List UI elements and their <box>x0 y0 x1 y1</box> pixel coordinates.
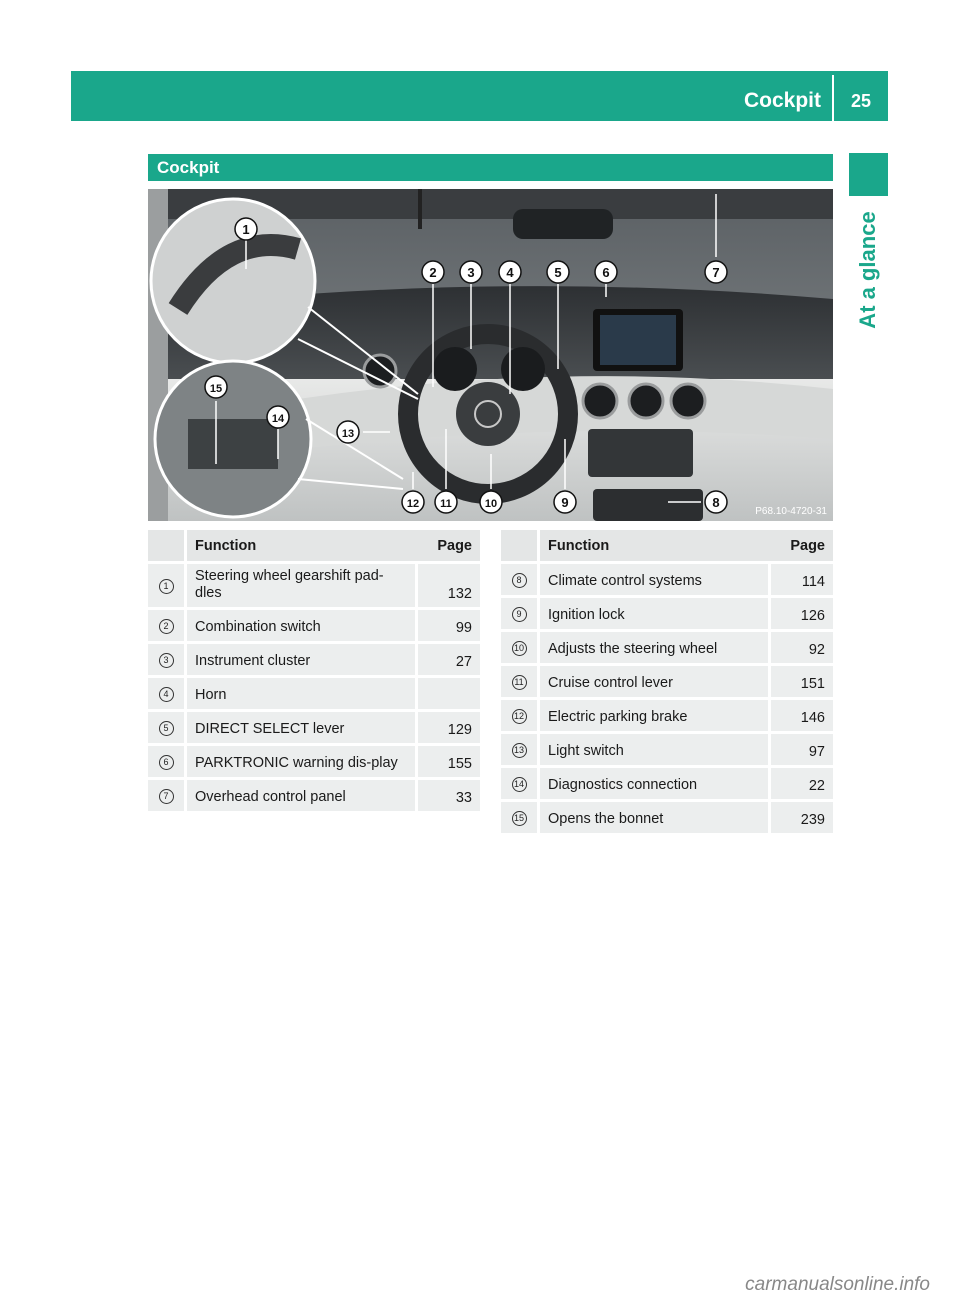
callout-12 <box>402 491 424 513</box>
row-number <box>148 643 186 677</box>
callout-15 <box>205 376 227 398</box>
callout-7 <box>705 261 727 283</box>
table-row <box>501 767 833 801</box>
callout-badge: 8 <box>512 573 527 588</box>
table-row <box>501 631 833 665</box>
row-number <box>501 801 539 834</box>
table-row <box>148 609 480 643</box>
header-title: Cockpit <box>743 89 821 112</box>
page-cell: 92 <box>770 631 834 665</box>
page-cell: 97 <box>770 733 834 767</box>
callout-2 <box>422 261 444 283</box>
page-header-cell: Page <box>417 530 481 563</box>
function-cell: Electric parking brake <box>539 699 770 733</box>
callout-badge: 3 <box>159 653 174 668</box>
callout-badge: 6 <box>159 755 174 770</box>
callout-8 <box>705 491 727 513</box>
watermark: carmanualsonline.info <box>745 1274 930 1295</box>
callout-1-label: 1 <box>242 222 250 237</box>
function-table-right <box>501 530 833 833</box>
page-cell: 129 <box>417 711 481 745</box>
callout-5 <box>547 261 569 283</box>
cockpit-drawing <box>148 189 833 521</box>
callout-4-label: 4 <box>506 265 514 280</box>
row-number <box>148 745 186 779</box>
table-header-row <box>501 530 833 563</box>
table-header-row <box>148 530 480 563</box>
row-number <box>148 779 186 812</box>
page-cell: 151 <box>770 665 834 699</box>
function-cell: Ignition lock <box>539 597 770 631</box>
table-row <box>148 677 480 711</box>
callout-13-label: 13 <box>341 428 355 440</box>
callout-badge: 14 <box>512 777 527 792</box>
row-number <box>501 733 539 767</box>
callout-badge: 7 <box>159 789 174 804</box>
callout-3 <box>460 261 482 283</box>
row-number <box>148 711 186 745</box>
function-cell: Adjusts the steering wheel <box>539 631 770 665</box>
page-number: 25 <box>850 91 871 111</box>
table-row <box>501 733 833 767</box>
table-row <box>501 801 833 834</box>
num-header <box>501 530 539 563</box>
table-row <box>148 779 480 812</box>
page-cell: 99 <box>417 609 481 643</box>
page-cell: 114 <box>770 563 834 597</box>
table-row <box>148 745 480 779</box>
table-row <box>148 711 480 745</box>
callout-9-label: 9 <box>561 495 569 510</box>
callout-8-label: 8 <box>712 495 720 510</box>
page-cell: 33 <box>417 779 481 812</box>
page-cell: 155 <box>417 745 481 779</box>
callout-6 <box>595 261 617 283</box>
function-cell: PARKTRONIC warning dis-play <box>186 745 417 779</box>
image-code: P68.10-4720-31 <box>755 506 827 517</box>
page-cell: 239 <box>770 801 834 834</box>
page-cell: 132 <box>417 563 481 609</box>
row-number <box>501 665 539 699</box>
table-row <box>148 563 480 609</box>
callout-12-label: 12 <box>406 498 420 510</box>
callout-7-label: 7 <box>712 265 720 280</box>
callout-badge: 9 <box>512 607 527 622</box>
function-cell: Combination switch <box>186 609 417 643</box>
header-divider <box>832 75 834 121</box>
function-cell: Cruise control lever <box>539 665 770 699</box>
callout-badge: 5 <box>159 721 174 736</box>
page-header-cell: Page <box>770 530 834 563</box>
function-cell: Instrument cluster <box>186 643 417 677</box>
function-cell: Light switch <box>539 733 770 767</box>
callout-10-label: 10 <box>484 498 498 510</box>
function-header: Function <box>186 530 417 563</box>
callout-15-label: 15 <box>209 383 223 395</box>
callout-badge: 2 <box>159 619 174 634</box>
callout-11 <box>435 491 457 513</box>
function-header: Function <box>539 530 770 563</box>
function-cell: Opens the bonnet <box>539 801 770 834</box>
function-cell: Climate control systems <box>539 563 770 597</box>
callout-13 <box>337 421 359 443</box>
function-cell: Overhead control panel <box>186 779 417 812</box>
page-cell: 126 <box>770 597 834 631</box>
num-header <box>148 530 186 563</box>
row-number <box>501 563 539 597</box>
section-header <box>148 154 833 181</box>
page-cell: 27 <box>417 643 481 677</box>
callout-badge: 4 <box>159 687 174 702</box>
table-row <box>501 563 833 597</box>
callout-badge: 13 <box>512 743 527 758</box>
row-number <box>501 699 539 733</box>
row-number <box>148 677 186 711</box>
table-row <box>148 643 480 677</box>
callout-2-label: 2 <box>429 265 437 280</box>
row-number <box>148 609 186 643</box>
callout-14-label: 14 <box>271 413 285 425</box>
table-row <box>501 665 833 699</box>
row-number <box>501 767 539 801</box>
callout-badge: 10 <box>512 641 527 656</box>
function-cell: Diagnostics connection <box>539 767 770 801</box>
side-tab-marker <box>849 153 888 196</box>
page-cell: 22 <box>770 767 834 801</box>
callout-badge: 12 <box>512 709 527 724</box>
table-row <box>501 597 833 631</box>
page-cell: 146 <box>770 699 834 733</box>
callout-11-label: 11 <box>440 498 452 510</box>
function-table-left <box>148 530 480 811</box>
callout-3-label: 3 <box>467 265 475 280</box>
callout-6-label: 6 <box>602 265 610 280</box>
page-header <box>71 71 888 121</box>
callout-1 <box>235 218 257 240</box>
callout-10 <box>480 491 502 513</box>
function-cell: Horn <box>186 677 417 711</box>
callout-4 <box>499 261 521 283</box>
page-cell <box>417 677 481 711</box>
side-tab-label: At a glance <box>855 211 880 329</box>
row-number <box>501 597 539 631</box>
table-row <box>501 699 833 733</box>
row-number <box>501 631 539 665</box>
callout-badge: 15 <box>512 811 527 826</box>
cockpit-illustration <box>148 189 833 521</box>
section-title: Cockpit <box>157 158 220 177</box>
callout-9 <box>554 491 576 513</box>
function-cell: DIRECT SELECT lever <box>186 711 417 745</box>
function-cell: Steering wheel gearshift pad-dles <box>186 563 417 609</box>
callout-badge: 1 <box>159 579 174 594</box>
callout-14 <box>267 406 289 428</box>
callout-5-label: 5 <box>554 265 562 280</box>
row-number <box>148 563 186 609</box>
callout-badge: 11 <box>512 675 527 690</box>
